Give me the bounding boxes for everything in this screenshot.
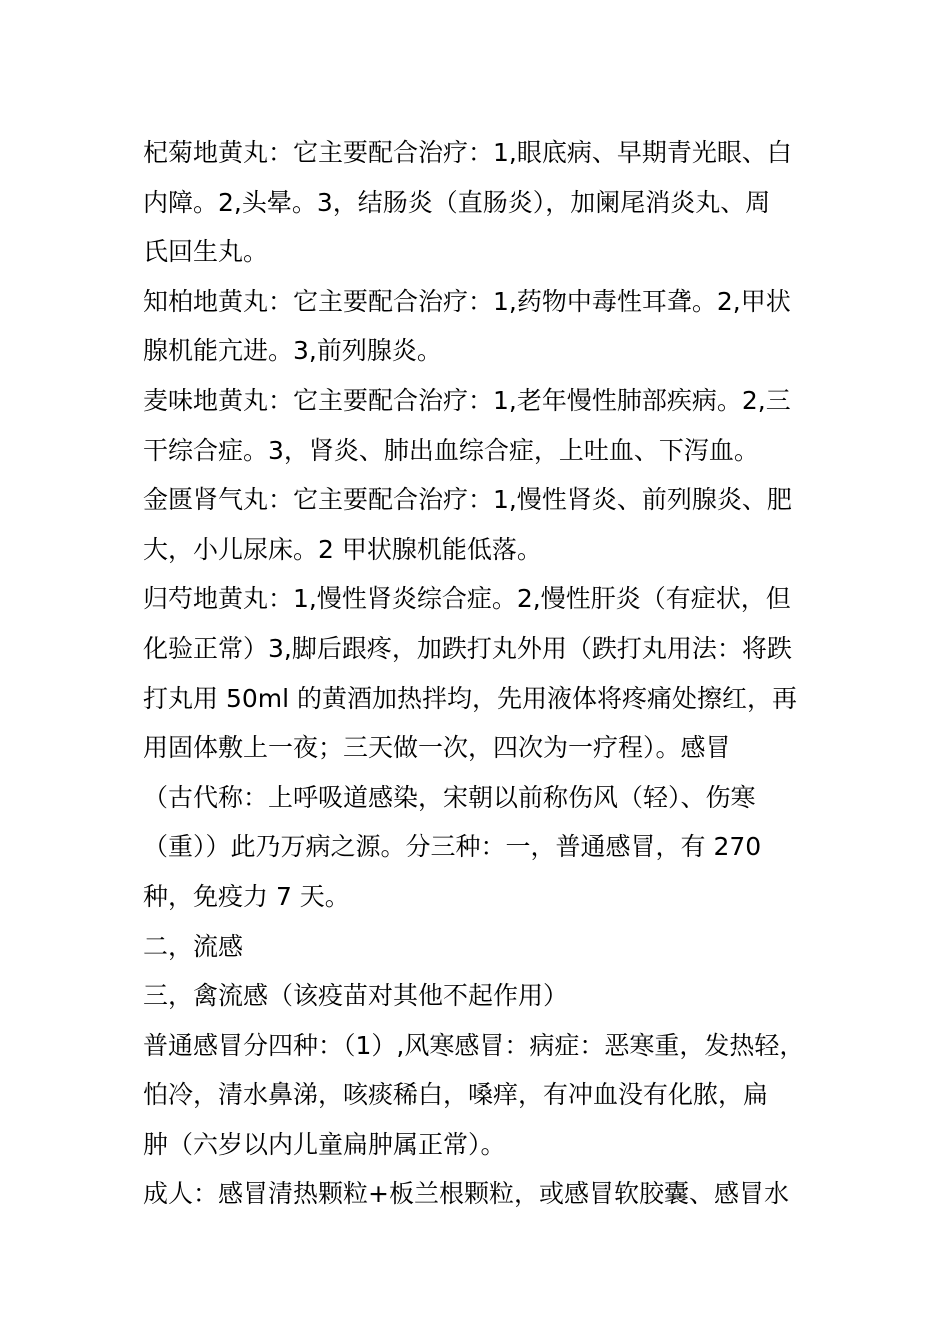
text-line: 化验正常）3,脚后跟疼，加跌打丸外用（跌打丸用法：将跌 — [143, 633, 792, 663]
text-line: 腺机能亢进。3,前列腺炎。 — [143, 336, 442, 366]
text-line: 怕冷，清水鼻涕，咳痰稀白，嗓痒，有冲血没有化脓，扁 — [143, 1080, 769, 1110]
text-line: 知柏地黄丸：它主要配合治疗：1,药物中毒性耳聋。2,甲状 — [143, 286, 791, 316]
text-line: 打丸用 50ml 的黄酒加热拌均，先用液体将疼痛处擦红，再 — [143, 683, 798, 713]
text-line: 氏回生丸。 — [143, 237, 269, 267]
text-line: 二，流感 — [143, 931, 244, 961]
text-line: 三，禽流感（该疫苗对其他不起作用） — [143, 981, 569, 1011]
text-line: （重））此乃万病之源。分三种：一，普通感冒，有 270 — [143, 832, 762, 862]
text-line: （古代称：上呼吸道感染，宋朝以前称伤风（轻）、伤寒 — [143, 782, 756, 812]
text-line: 内障。2,头晕。3，结肠炎（直肠炎），加阑尾消炎丸、周 — [143, 187, 771, 217]
text-line: 普通感冒分四种：（1）,风寒感冒：病症：恶寒重，发热轻， — [143, 1030, 805, 1060]
text-line: 归芍地黄丸：1,慢性肾炎综合症。2,慢性肝炎（有症状，但 — [143, 584, 791, 614]
text-line: 种，免疫力 7 天。 — [143, 881, 350, 911]
text-line: 麦味地黄丸：它主要配合治疗：1,老年慢性肺部疾病。2,三 — [143, 385, 791, 415]
text-line: 干综合症。3，肾炎、肺出血综合症，上吐血、下泻血。 — [143, 435, 759, 465]
text-line: 大，小儿尿床。2 甲状腺机能低落。 — [143, 534, 542, 564]
document-body — [143, 128, 833, 1219]
text-line: 肿（六岁以内儿童扁肿属正常）。 — [143, 1129, 506, 1159]
text-line: 用固体敷上一夜；三天做一次，四次为一疗程）。感冒 — [143, 733, 731, 763]
text-line: 金匮肾气丸：它主要配合治疗：1,慢性肾炎、前列腺炎、肥 — [143, 485, 792, 515]
text-line: 成人：感冒清热颗粒+板兰根颗粒，或感冒软胶囊、感冒水 — [143, 1179, 789, 1209]
text-line: 杞菊地黄丸：它主要配合治疗：1,眼底病、早期青光眼、白 — [143, 138, 792, 167]
